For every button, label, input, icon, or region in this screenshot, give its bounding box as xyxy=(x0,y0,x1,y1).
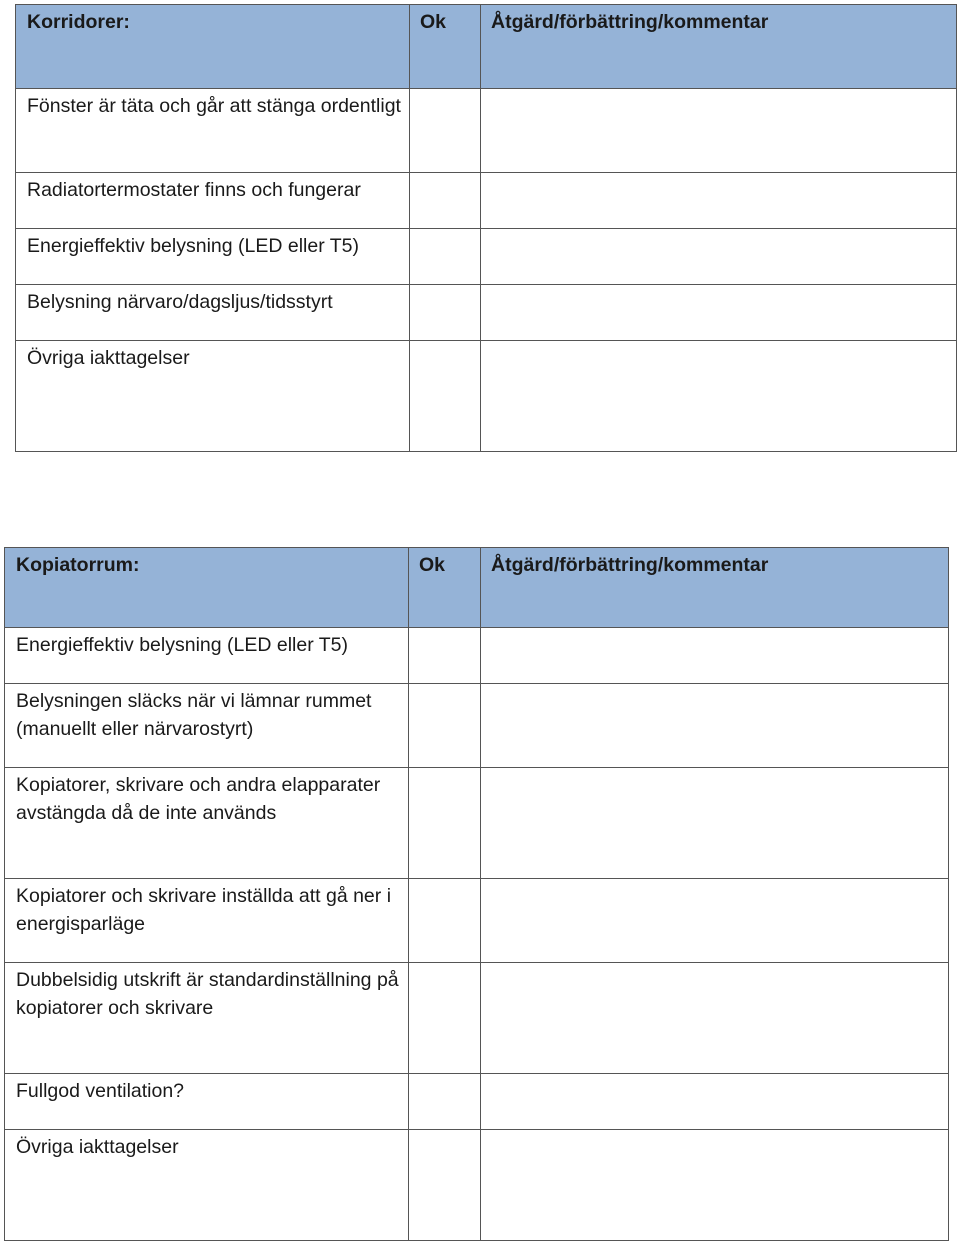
checklist-item-cell xyxy=(16,173,410,229)
comment-cell[interactable] xyxy=(481,1130,949,1241)
copy-room-checklist-table xyxy=(4,547,949,1241)
checklist-item-cell xyxy=(5,1074,409,1130)
checklist-item-label: Övriga iakttagelser xyxy=(16,1136,179,1158)
comment-cell[interactable] xyxy=(481,173,957,229)
comment-cell[interactable] xyxy=(481,89,957,173)
comment-cell[interactable] xyxy=(481,963,949,1074)
comment-cell[interactable] xyxy=(481,229,957,285)
table-row xyxy=(5,768,949,879)
checklist-item-cell xyxy=(16,341,410,452)
checklist-item-label: Radiatortermostater finns och fungerar xyxy=(27,179,361,201)
checklist-item-cell xyxy=(5,879,409,963)
comment-cell[interactable] xyxy=(481,628,949,684)
ok-cell[interactable] xyxy=(410,285,481,341)
comment-cell[interactable] xyxy=(481,285,957,341)
checklist-item-label: Belysningen släcks när vi lämnar rummet (manuellt eller närvarostyrt) xyxy=(16,690,372,740)
comment-cell[interactable] xyxy=(481,684,949,768)
ok-cell[interactable] xyxy=(409,628,481,684)
table-row xyxy=(16,285,957,341)
table-header-row xyxy=(5,548,949,628)
section-title-cell xyxy=(5,548,409,628)
ok-cell[interactable] xyxy=(409,768,481,879)
checklist-item-label: Kopiatorer och skrivare inställda att gå ner i energisparläge xyxy=(16,885,392,935)
checklist-item-cell xyxy=(16,89,410,173)
ok-cell[interactable] xyxy=(410,173,481,229)
comment-cell[interactable] xyxy=(481,341,957,452)
table-row xyxy=(5,628,949,684)
corridor-checklist-table xyxy=(15,4,957,452)
checklist-item-label: Belysning närvaro/dagsljus/tidsstyrt xyxy=(27,291,333,313)
checklist-item-label: Energieffektiv belysning (LED eller T5) xyxy=(16,634,349,656)
ok-column-header: Ok xyxy=(409,548,481,628)
ok-cell[interactable] xyxy=(409,963,481,1074)
ok-cell[interactable] xyxy=(409,1074,481,1130)
table-row xyxy=(5,1074,949,1130)
ok-cell[interactable] xyxy=(410,229,481,285)
ok-cell[interactable] xyxy=(410,89,481,173)
comment-column-header: Åtgärd/förbättring/kommentar xyxy=(481,548,949,628)
checklist-item-cell xyxy=(5,684,409,768)
checklist-item-label: Kopiatorer, skrivare och andra elapparater avstängda då de inte används xyxy=(16,774,381,824)
section-title: Kopiatorrum: xyxy=(16,554,140,576)
section-title: Korridorer: xyxy=(27,11,130,33)
checklist-item-cell xyxy=(5,628,409,684)
checklist-item-cell xyxy=(5,963,409,1074)
ok-cell[interactable] xyxy=(409,879,481,963)
checklist-item-cell xyxy=(5,1130,409,1241)
table-row xyxy=(16,229,957,285)
table-row xyxy=(5,684,949,768)
checklist-item-label: Övriga iakttagelser xyxy=(27,347,190,369)
table-row xyxy=(5,963,949,1074)
table-row xyxy=(5,1130,949,1241)
ok-column-header: Ok xyxy=(410,5,481,89)
checklist-item-label: Energieffektiv belysning (LED eller T5) xyxy=(27,235,360,257)
section-title-cell xyxy=(16,5,410,89)
comment-cell[interactable] xyxy=(481,879,949,963)
table-row xyxy=(16,89,957,173)
checklist-item-label: Dubbelsidig utskrift är standardinställning på kopiatorer och skrivare xyxy=(16,969,399,1019)
comment-cell[interactable] xyxy=(481,768,949,879)
checklist-item-cell xyxy=(16,229,410,285)
ok-cell[interactable] xyxy=(409,684,481,768)
checklist-item-cell xyxy=(5,768,409,879)
comment-cell[interactable] xyxy=(481,1074,949,1130)
checklist-item-label: Fönster är täta och går att stänga ordentligt xyxy=(27,95,401,117)
checklist-item-cell xyxy=(16,285,410,341)
checklist-item-label: Fullgod ventilation? xyxy=(16,1080,185,1102)
table-row xyxy=(16,173,957,229)
table-row xyxy=(5,879,949,963)
table-header-row xyxy=(16,5,957,89)
ok-cell[interactable] xyxy=(409,1130,481,1241)
comment-column-header: Åtgärd/förbättring/kommentar xyxy=(481,5,957,89)
ok-cell[interactable] xyxy=(410,341,481,452)
table-row xyxy=(16,341,957,452)
